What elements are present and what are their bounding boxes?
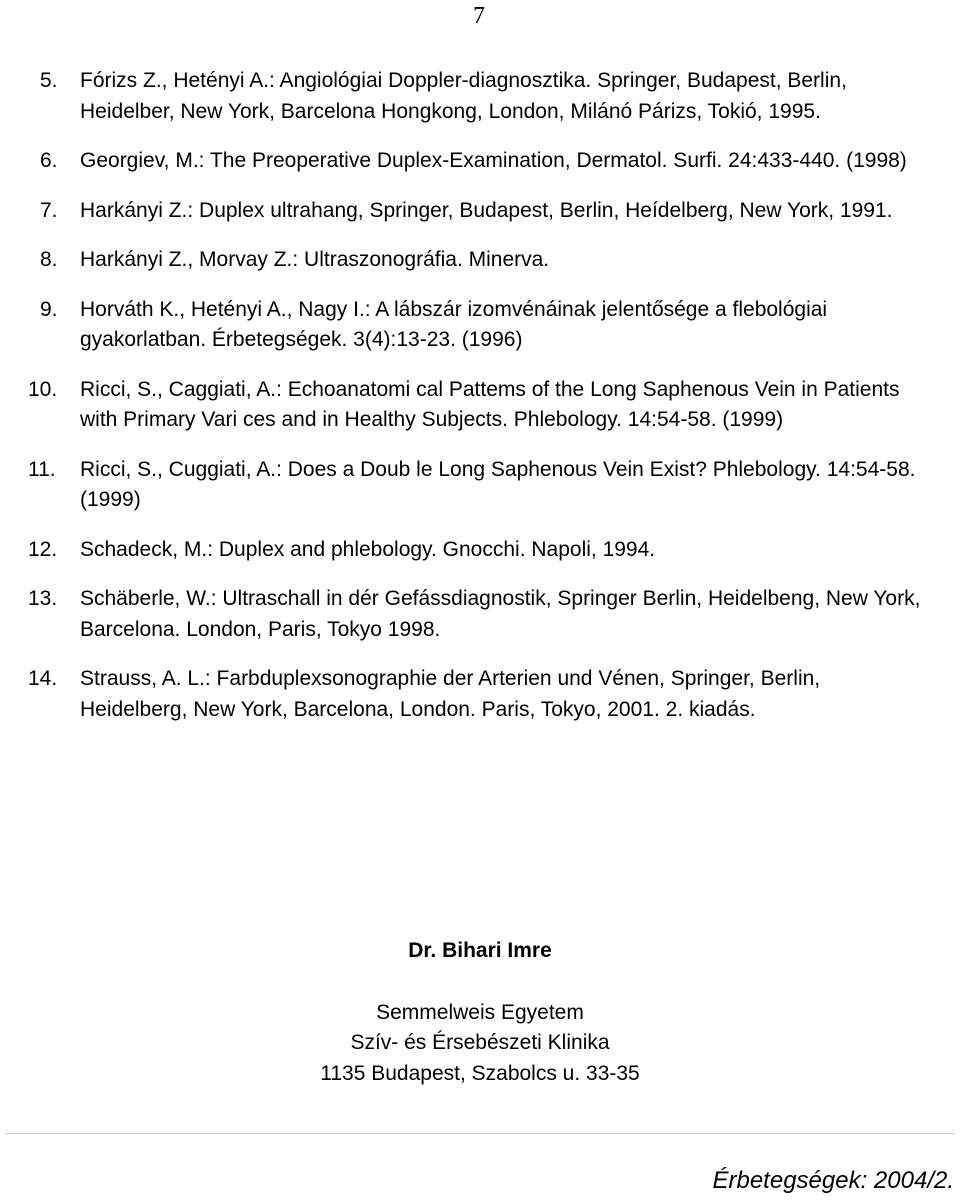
reference-number: 7. <box>40 198 58 222</box>
reference-item <box>0 455 960 516</box>
reference-item <box>0 664 960 725</box>
reference-item <box>0 535 960 566</box>
page-number: 7 <box>473 3 485 29</box>
reference-number: 8. <box>40 248 58 271</box>
reference-item <box>0 245 960 276</box>
reference-item <box>0 375 960 436</box>
reference-text: Schadeck, M.: Duplex and phlebology. Gnocchi. Napoli, 1994. <box>80 537 656 561</box>
author-department: Szív- és Érsebészeti Klinika <box>350 1031 610 1054</box>
reference-number: 11. <box>28 457 56 481</box>
author-name: Dr. Bihari Imre <box>408 939 552 962</box>
reference-list <box>0 66 960 744</box>
reference-item <box>0 196 960 227</box>
reference-number: 6. <box>40 149 58 172</box>
reference-number: 5. <box>40 69 58 92</box>
reference-number: 9. <box>40 297 58 321</box>
author-block <box>0 936 960 1089</box>
footer-divider <box>6 1133 954 1134</box>
reference-item <box>0 66 960 127</box>
author-institution: Semmelweis Egyetem <box>376 1000 584 1024</box>
footer-journal-issue: Érbetegségek: 2004/2. <box>712 1167 954 1194</box>
reference-item <box>0 146 960 177</box>
reference-text: Harkányi Z., Morvay Z.: Ultraszonográfia. Minerva. <box>80 248 550 271</box>
reference-item <box>0 295 960 356</box>
reference-text: Strauss, A. L.: Farbduplexsonographie der Arterien und Vénen, Springer, Berlin, Heidelberg, New York, Barcelona, London. Paris, Tokyo, 2001. 2. kiadás. <box>80 667 821 721</box>
reference-number: 14. <box>28 667 58 690</box>
reference-text: Ricci, S., Cuggiati, A.: Does a Doub le Long Saphenous Vein Exist? Phlebology. 14:54-58. (1999) <box>80 457 916 511</box>
reference-item <box>0 584 960 645</box>
reference-text: Ricci, S., Caggiati, A.: Echoanatomi cal Pattems of the Long Saphenous Vein in Patients with Primary Vari ces and in Healthy Subjects. Phlebology. 14:54-58. (1999) <box>80 377 900 431</box>
reference-text: Horváth K., Hetényi A., Nagy I.: A lábszár izomvénáinak jelentősége a flebológiai gyakorlatban. Érbetegségek. 3(4):13-23. (1996) <box>80 297 828 351</box>
reference-number: 13. <box>28 587 58 610</box>
reference-number: 10. <box>28 377 58 401</box>
author-address: 1135 Budapest, Szabolcs u. 33-35 <box>320 1061 640 1085</box>
reference-text: Georgiev, M.: The Preoperative Duplex-Examination, Dermatol. Surfi. 24:433-440. (1998) <box>80 149 907 172</box>
reference-number: 12. <box>28 537 58 561</box>
reference-text: Fórizs Z., Hetényi A.: Angiológiai Doppler-diagnosztika. Springer, Budapest, Berlin, Heidelber, New York, Barcelona Hongkong, London, Milánó Párizs, Tokió, 1995. <box>80 69 847 123</box>
reference-text: Schäberle, W.: Ultraschall in dér Gefássdiagnostik, Springer Berlin, Heidelbeng, New York, Barcelona. London, Paris, Tokyo 1998. <box>80 587 921 641</box>
reference-text: Harkányi Z.: Duplex ultrahang, Springer, Budapest, Berlin, Heídelberg, New York, 1991. <box>80 198 893 222</box>
